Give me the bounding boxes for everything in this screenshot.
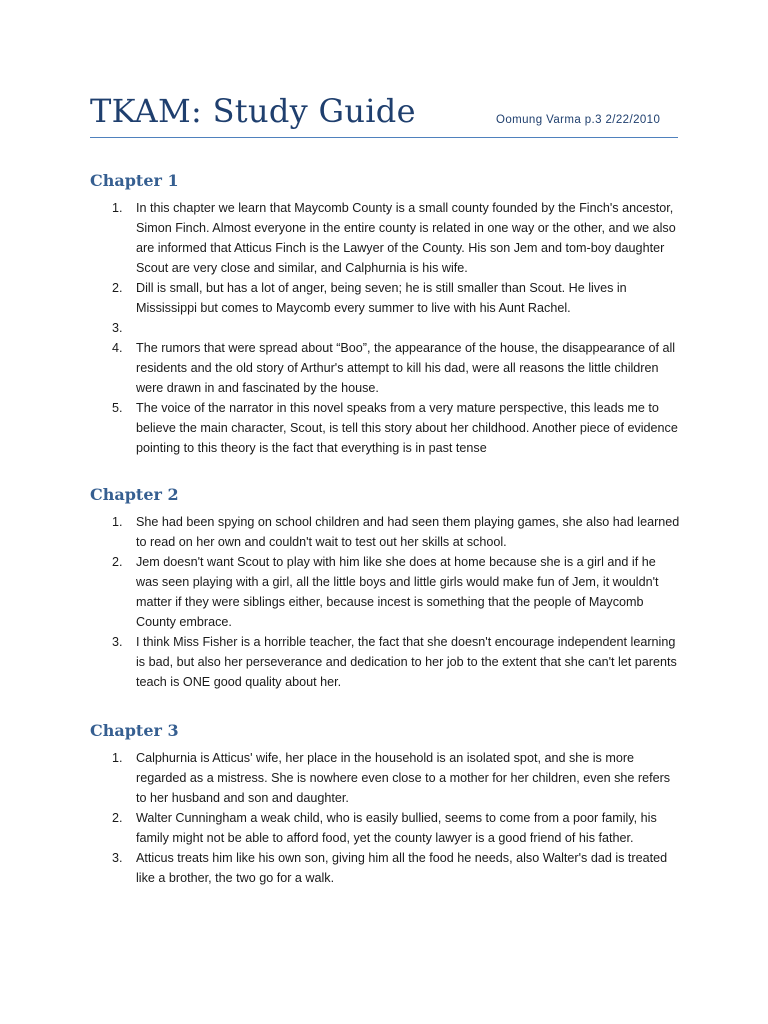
author-info: Oomung Varma p.3 2/22/2010 bbox=[496, 114, 661, 126]
item-number: 1. bbox=[112, 751, 123, 765]
item-number: 1. bbox=[112, 515, 123, 529]
chapter-1-section bbox=[90, 170, 680, 458]
chapter-heading: Chapter 2 bbox=[90, 485, 179, 504]
chapter-heading: Chapter 3 bbox=[90, 721, 179, 740]
item-text: I think Miss Fisher is a horrible teacher, the fact that she doesn't encourage independent learning is bad, but also her perseverance and dedication to her job to the extent that she can't let parents teach is ONE good quality about her. bbox=[136, 635, 677, 689]
item-number: 2. bbox=[112, 811, 123, 825]
chapter-1-list bbox=[90, 198, 680, 458]
list-item bbox=[90, 398, 680, 458]
chapter-3-section bbox=[90, 720, 680, 888]
list-item bbox=[90, 512, 680, 552]
item-text: Walter Cunningham a weak child, who is easily bullied, seems to come from a poor family, his family might not be able to afford food, yet the county lawyer is a good friend of his father. bbox=[136, 811, 657, 845]
item-text: The rumors that were spread about “Boo”, the appearance of the house, the disappearance of all residents and the old story of Arthur's attempt to kill his dad, were all reasons the little children were drawn in and fascinated by the house. bbox=[136, 341, 676, 395]
chapter-3-list bbox=[90, 748, 680, 888]
chapter-2-section bbox=[90, 484, 680, 692]
list-item bbox=[90, 748, 680, 808]
chapter-heading: Chapter 1 bbox=[90, 171, 179, 190]
item-text: Jem doesn't want Scout to play with him like she does at home because she is a girl and if he was seen playing with a girl, all the little boys and little girls would make fun of Jem, it wouldn't matter if they were siblings either, because incest is something that the people of Maycomb County embrace. bbox=[136, 555, 659, 629]
list-item bbox=[90, 808, 680, 848]
item-number: 1. bbox=[112, 201, 123, 215]
chapter-2-list bbox=[90, 512, 680, 692]
list-item bbox=[90, 848, 680, 888]
list-item bbox=[90, 278, 680, 318]
list-item bbox=[90, 338, 680, 398]
list-item bbox=[90, 198, 680, 278]
title-rule bbox=[90, 137, 678, 138]
item-number: 4. bbox=[112, 341, 123, 355]
item-number: 2. bbox=[112, 281, 123, 295]
item-text: She had been spying on school children and had seen them playing games, she also had learned to read on her own and couldn't wait to test out her skills at school. bbox=[136, 515, 680, 549]
item-text: Dill is small, but has a lot of anger, being seven; he is still smaller than Scout. He lives in Mississippi but comes to Maycomb every summer to live with his Aunt Rachel. bbox=[136, 281, 627, 315]
item-text: The voice of the narrator in this novel speaks from a very mature perspective, this leads me to believe the main character, Scout, is tell this story about her childhood. Another piece of evidence pointing to this theory is the fact that everything is in past tense bbox=[136, 401, 678, 455]
item-number: 3. bbox=[112, 851, 123, 865]
item-number: 3. bbox=[112, 321, 123, 335]
item-text: In this chapter we learn that Maycomb County is a small county founded by the Finch's ancestor, Simon Finch. Almost everyone in the entire county is related in one way or the other, and we also are informed that Atticus Finch is the Lawyer of the County. His son Jem and tom-boy daughter Scout are very close and similar, and Calphurnia is his wife. bbox=[136, 201, 676, 275]
item-text: Atticus treats him like his own son, giving him all the food he needs, also Walter's dad is treated like a brother, the two go for a walk. bbox=[136, 851, 668, 885]
item-number: 3. bbox=[112, 635, 123, 649]
list-item bbox=[90, 632, 680, 692]
item-number: 2. bbox=[112, 555, 123, 569]
list-item bbox=[90, 318, 680, 338]
document-title: TKAM: Study Guide bbox=[90, 92, 416, 130]
item-text: Calphurnia is Atticus' wife, her place in the household is an isolated spot, and she is more regarded as a mistress. She is nowhere even close to a mother for her children, even she refers to her husband and son and daughter. bbox=[136, 751, 671, 805]
item-number: 5. bbox=[112, 401, 123, 415]
list-item bbox=[90, 552, 680, 632]
